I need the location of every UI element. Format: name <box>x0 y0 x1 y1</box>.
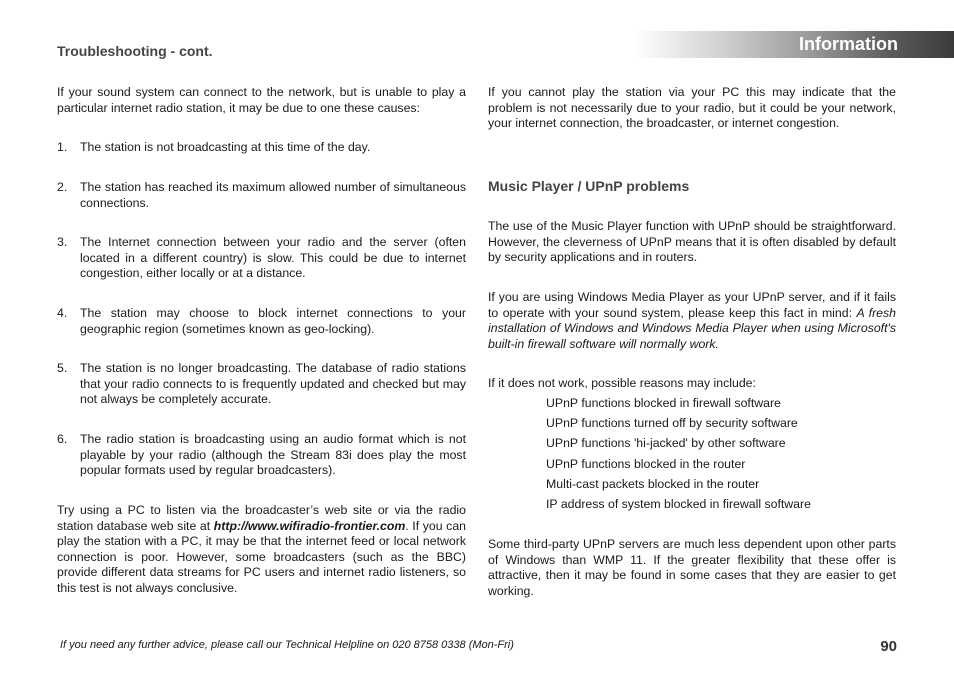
page-title: Information <box>799 34 898 54</box>
cause-text: The station has reached its maximum allowed number of simultaneous connections. <box>80 180 466 210</box>
intro-paragraph: If your sound system can connect to the network, but is unable to play a particular internet radio station, it may be due to one these causes: <box>57 85 466 115</box>
reason-item: UPnP functions 'hi-jacked' by other software <box>546 436 786 451</box>
cause-text: The radio station is broadcasting using an audio format which is not playable by your radio (although the Stream 83i does play the most popular formats used by regular broadcasters). <box>80 432 466 477</box>
section-title-troubleshooting: Troubleshooting - cont. <box>57 43 213 59</box>
cause-number: 5. <box>57 361 68 375</box>
cause-number: 3. <box>57 235 68 249</box>
reason-item: IP address of system blocked in firewall software <box>546 496 811 511</box>
cause-number: 4. <box>57 306 68 320</box>
reasons-intro: If it does not work, possible reasons may include: <box>488 376 756 390</box>
cause-text: The station is not broadcasting at this time of the day. <box>80 140 371 154</box>
cause-number: 1. <box>57 140 68 154</box>
try-pc-paragraph <box>57 503 466 596</box>
upnp-intro-paragraph: The use of the Music Player function with UPnP should be straightforward. However, the cleverness of UPnP means that it is often disabled by default by security applications and in routers. <box>488 219 896 264</box>
try-pc-text: Try using a PC to listen via the broadcaster’s web site or via the radio station database web site at <box>57 503 466 533</box>
section-title-upnp: Music Player / UPnP problems <box>488 178 690 194</box>
cause-number: 2. <box>57 180 68 194</box>
reason-item: UPnP functions blocked in firewall software <box>546 396 781 410</box>
page-number: 90 <box>880 638 897 655</box>
reason-item: UPnP functions turned off by security software <box>546 416 798 431</box>
reason-item: Multi-cast packets blocked in the router <box>546 476 760 491</box>
pc-note-paragraph: If you cannot play the station via your PC this may indicate that the problem is not necessarily due to your radio, but it could be your network, your internet connection, the broadcaster, or internet congestion. <box>488 85 896 130</box>
frontier-link[interactable]: http://www.wifiradio-frontier.com <box>213 518 406 533</box>
reason-item: UPnP functions blocked in the router <box>546 456 746 471</box>
wmp-text: If you are using Windows Media Player as your UPnP server, and if it fails to operate with your sound system, please keep this fact in mind: <box>488 290 896 320</box>
cause-text: The Internet connection between your radio and the server (often located in a different country) is slow. This could be due to internet congestion, either locally or at a distance. <box>80 235 466 280</box>
wmp-italic-note: A fresh installation of Windows and Windows Media Player when using Microsoft's built-in firewall software will normally work. <box>488 305 896 351</box>
wmp-paragraph <box>488 290 896 352</box>
footer-helpline-note: If you need any further advice, please call our Technical Helpline on 020 8758 0338 (Mon-Fri) <box>60 639 514 651</box>
header-bar <box>633 31 954 58</box>
try-pc-text-cont: . If you can play the station with a PC, it may be that the internet feed or local network connection is poor. However, some broadcasters (such as the BBC) provide different data streams for PC users and internet radio listeners, so this test is not always conclusive. <box>57 518 466 595</box>
cause-number: 6. <box>57 432 68 446</box>
third-party-paragraph: Some third-party UPnP servers are much less dependent upon other parts of Windows than WMP 11. If the greater flexibility that these offer is attractive, then it may be found in some cases that they are easier to get working. <box>488 537 896 598</box>
reasons-list <box>546 396 896 517</box>
cause-text: The station is no longer broadcasting. The database of radio stations that your radio connects to is frequently updated and checked but may not always be completely accurate. <box>80 361 466 406</box>
cause-text: The station may choose to block internet connections to your geographic region (sometimes known as geo-locking). <box>80 306 466 336</box>
